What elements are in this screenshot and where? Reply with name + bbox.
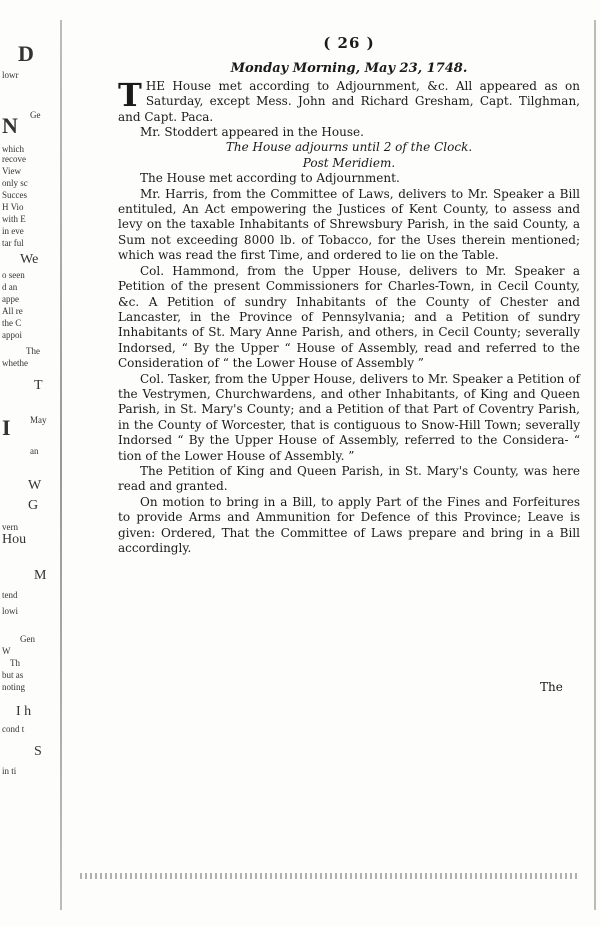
bleed-fragment: an	[30, 446, 39, 456]
bleed-fragment: with E	[2, 214, 26, 224]
bleed-fragment: M	[34, 568, 47, 583]
catchword: The	[540, 680, 563, 694]
bleed-fragment: Gen	[20, 634, 35, 644]
bleed-fragment: but as	[2, 670, 24, 680]
paragraph-petition-granted: The Petition of King and Queen Parish, in St. Mary's County, was here read and granted.	[118, 463, 580, 494]
bleed-fragment: All re	[2, 306, 23, 316]
bleed-fragment: H Vio	[2, 202, 24, 212]
bleed-fragment: W	[2, 646, 11, 656]
bleed-fragment: N	[2, 113, 18, 138]
bleed-fragment: noting	[2, 682, 26, 692]
paragraph-hammond-petitions: Col. Hammond, from the Upper House, delivers to Mr. Speaker a Petition of the present Commissioners for Charles-Town, in Cecil County, &c. A Petition of sundry Inhabitants of the County of Chester and Lancaster, in the Province of Pennsylvania; and a Petition of sundry Inhabitants of St. Mary Anne Parish, and others, in Cecil County; severally Indorsed, “ By the Upper “ House of Assembly, read and referred to the Consideration of “ the Lower House of Assembly ”	[118, 263, 580, 371]
page-gutter	[60, 20, 62, 910]
page-number: ( 26 )	[323, 34, 375, 52]
bleed-fragment: Hou	[2, 532, 27, 547]
bleed-fragment: tend	[2, 590, 18, 600]
bleed-fragment: S	[34, 744, 42, 759]
bleed-fragment: the C	[2, 318, 22, 328]
bleed-fragment: T	[34, 378, 43, 393]
bleed-fragment: Ge	[30, 110, 41, 120]
bleed-fragment: D	[18, 41, 34, 66]
paragraph-adjourns: The House adjourns until 2 of the Clock.	[225, 140, 473, 155]
bleed-fragment: whethe	[2, 358, 28, 368]
bleed-fragment: I h	[16, 704, 32, 719]
bleed-fragment: appe	[2, 294, 19, 304]
paragraph-roll-call: THE House met according to Adjournment, &c. All appeared as on Saturday, except Mess. John and Richard Gresham, Capt. Tilghman, and Capt. Paca.	[118, 75, 580, 124]
drop-cap: T	[118, 75, 142, 114]
bleed-fragment: appoi	[2, 330, 22, 340]
bleed-fragment: May	[30, 415, 47, 425]
bleed-fragment: cond t	[2, 724, 25, 734]
paragraph-post-meridiem: Post Meridiem.	[302, 155, 396, 170]
bleed-fragment: lowr	[2, 70, 19, 80]
paragraph-tasker-petitions: Col. Tasker, from the Upper House, delivers to Mr. Speaker a Petition of the Vestrymen, Churchwardens, and other Inhabitants, of King and Queen Parish, in St. Mary's County; and a Petition of that Part of Coventry Parish, in the County of Worcester, that is contiguous to Snow-Hill Town; severally Indorsed “ By the Upper House of Assembly, referred to the Considera- “ tion of the Lower House of Assembly. ”	[118, 371, 580, 463]
bleed-fragment: o seen	[2, 270, 25, 280]
bleed-fragment: tar ful	[2, 238, 24, 248]
paragraph-met: The House met according to Adjournment.	[140, 171, 400, 186]
bleed-fragment: which	[2, 144, 24, 154]
bleed-fragment: W	[28, 478, 42, 493]
bleed-fragment: in eve	[2, 226, 24, 236]
paragraph-stoddert: Mr. Stoddert appeared in the House.	[140, 125, 364, 140]
bleed-fragment: G	[28, 498, 39, 513]
adjacent-page-bleed	[0, 30, 60, 910]
bleed-fragment: vern	[2, 522, 18, 532]
bleed-fragment: I	[2, 415, 11, 440]
date-heading: Monday Morning, May 23, 1748.	[230, 61, 468, 77]
bleed-fragment: in ti	[2, 766, 17, 776]
bleed-fragment: Th	[10, 658, 20, 668]
page-content	[118, 36, 580, 556]
bleed-fragment: only sc	[2, 178, 28, 188]
print-smudge	[80, 873, 580, 879]
bleed-fragment: We	[20, 252, 39, 267]
bleed-fragment: recove	[2, 154, 26, 164]
paragraph-motion-bill: On motion to bring in a Bill, to apply Part of the Fines and Forfeitures to provide Arms and Ammunition for Defence of this Province; Leave is given: Ordered, That the Committee of Laws prepare and bring in a Bill accordingly.	[118, 494, 580, 555]
paragraph-harris-bill: Mr. Harris, from the Committee of Laws, delivers to Mr. Speaker a Bill entituled, An Act empowering the Justices of Kent County, to assess and levy on the taxable Inhabitants of Shrewsbury Parish, in the said County, a Sum not exceeding 8000 lb. of Tobacco, for the Uses therein mentioned; which was read the first Time, and ordered to lie on the Table.	[118, 186, 580, 263]
bleed-fragment: The	[26, 346, 40, 356]
bleed-fragment: View	[2, 166, 21, 176]
bleed-fragment: lowi	[2, 606, 19, 616]
page-right-edge	[594, 20, 596, 910]
bleed-fragment: Succes	[2, 190, 27, 200]
bleed-fragment: d an	[2, 282, 18, 292]
